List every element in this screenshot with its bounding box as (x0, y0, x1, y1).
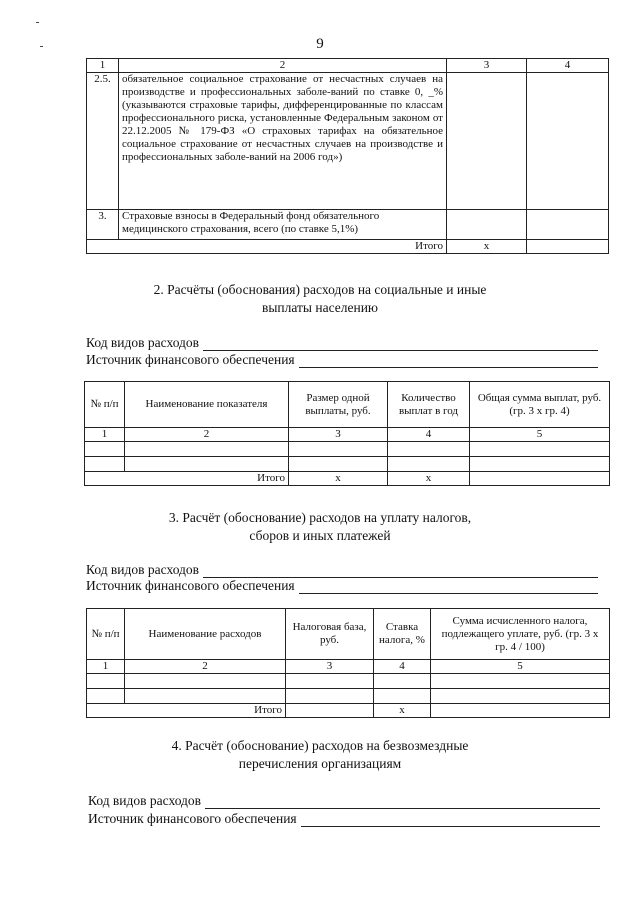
header-cell: Сумма исчисленного налога, подлежащего уплате, руб. (гр. 3 х гр. 4 / 100) (431, 609, 610, 660)
empty-row (85, 442, 610, 457)
header-cell: Ставка налога, % (374, 609, 431, 660)
table-row (87, 210, 609, 240)
header-cell: Наименование расходов (125, 609, 286, 660)
total-mark: x (388, 472, 470, 486)
section-4-title: 4. Расчёт (обоснование) расходов на безвозмездные перечисления организациям (171, 738, 469, 771)
social-payments-table (84, 381, 610, 486)
empty-cell (527, 73, 609, 210)
column-number-row: 1 2 3 4 5 (85, 428, 610, 442)
empty-cell (527, 210, 609, 240)
header-cell: Налоговая база, руб. (286, 609, 374, 660)
total-row (87, 704, 610, 718)
total-row (85, 472, 610, 486)
total-label: Итого (87, 240, 447, 254)
column-number-row: 1 2 3 4 5 (87, 660, 610, 674)
insurance-table (86, 58, 609, 254)
col-num: 3 (447, 59, 527, 73)
header-cell: № п/п (85, 382, 125, 428)
empty-row (87, 689, 610, 704)
table-row (87, 73, 609, 210)
funding-source-field[interactable]: Источник финансового обеспечения (86, 577, 598, 594)
header-cell: Количество выплат в год (388, 382, 470, 428)
expense-code-field[interactable]: Код видов расходов (86, 334, 598, 351)
header-cell: Общая сумма выплат, руб. (гр. 3 х гр. 4) (470, 382, 610, 428)
col-num: 4 (527, 59, 609, 73)
total-mark: x (374, 704, 431, 718)
empty-cell (447, 210, 527, 240)
header-cell: № п/п (87, 609, 125, 660)
row-number: 2.5. (87, 73, 119, 210)
empty-cell (527, 240, 609, 254)
total-mark: x (447, 240, 527, 254)
col-num: 1 (87, 59, 119, 73)
row-text: Страховые взносы в Федеральный фонд обязательного медицинского страхования, всего (по ставке 5,1%) (119, 210, 447, 240)
table-header-row (87, 59, 609, 73)
table-header-row (87, 609, 610, 660)
col-num: 2 (119, 59, 447, 73)
empty-row (85, 457, 610, 472)
total-mark: x (289, 472, 388, 486)
page-number: 9 (316, 36, 324, 52)
total-row (87, 240, 609, 254)
funding-source-field[interactable]: Источник финансового обеспечения (86, 351, 598, 368)
header-cell: Размер одной выплаты, руб. (289, 382, 388, 428)
scan-speck (36, 22, 39, 23)
taxes-table (86, 608, 610, 718)
funding-source-field[interactable]: Источник финансового обеспечения (88, 810, 600, 827)
expense-code-field[interactable]: Код видов расходов (86, 561, 598, 578)
total-label: Итого (85, 472, 289, 486)
row-number: 3. (87, 210, 119, 240)
expense-code-field[interactable]: Код видов расходов (88, 792, 600, 809)
empty-cell (447, 73, 527, 210)
total-label: Итого (87, 704, 286, 718)
header-cell: Наименование показателя (125, 382, 289, 428)
table-header-row (85, 382, 610, 428)
section-3-title: 3. Расчёт (обоснование) расходов на уплату налогов, сборов и иных платежей (168, 510, 472, 543)
section-2-title: 2. Расчёты (обоснования) расходов на социальные и иные выплаты населению (153, 282, 487, 315)
row-text: обязательное социальное страхование от несчастных случаев на производстве и профессиональных заболе-ваний по ставке 0, _% (указываются страховые тарифы, дифференцированные по классам профессионального риска, установленные Федеральным законом от 22.12.2005 № 179-ФЗ «О страховых тарифах на обязательное социальное страхование от несчастных случаев на производстве и профессиональных заболе-ваний на 2006 год») (119, 73, 447, 210)
empty-row (87, 674, 610, 689)
